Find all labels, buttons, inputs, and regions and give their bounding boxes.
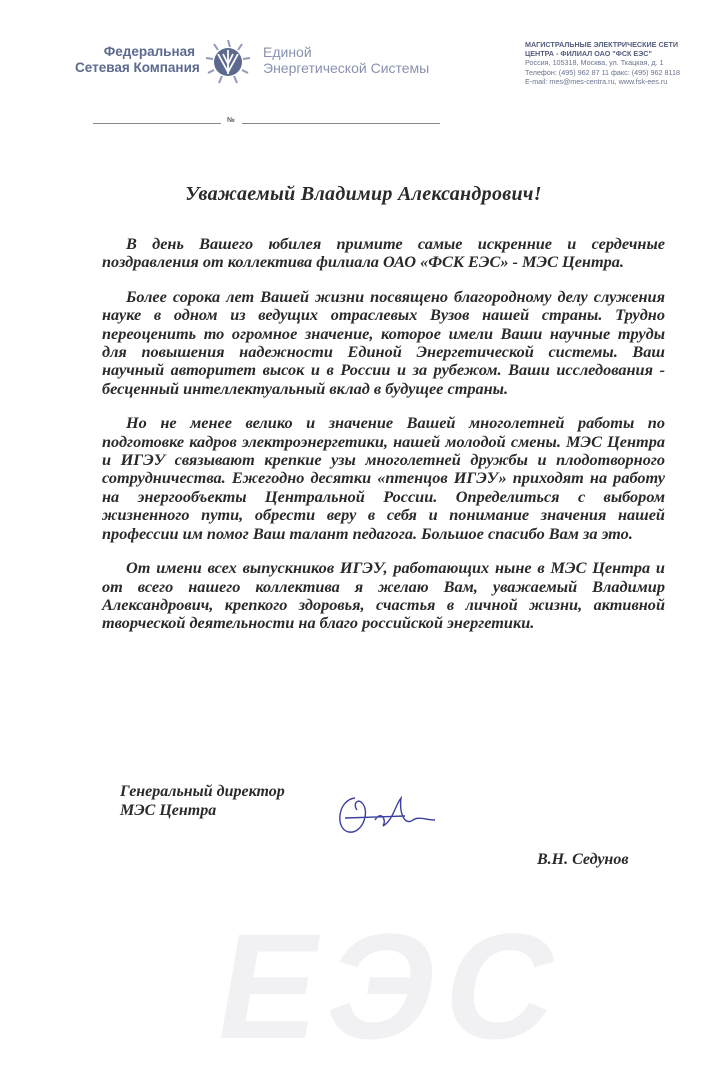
company-name-right (263, 44, 429, 76)
paragraph: Более сорока лет Вашей жизни посвящено благородному делу служения науке в одном из ведущих отраслевых Вузов нашей страны. Трудно переоценить то огромное значение, которое имели Ваши научные труды для повышения надежности Единой Энергетической системы. Ваш научный авторитет высок и в России и за рубежом. Ваши исследования - бесценный интеллектуальный вклад в будущее страны. (102, 286, 665, 398)
number-sign: № (227, 117, 235, 124)
contact-phone: Телефон: (495) 962 87 11 факс: (495) 962 8118 (525, 67, 680, 77)
company-emblem-icon (204, 38, 252, 86)
contact-block (525, 40, 680, 86)
paragraph: От имени всех выпускников ИГЭУ, работающих ныне в МЭС Центра и от всего нашего коллектива я желаю Вам, уважаемый Владимир Александрович, крепкого здоровья, счастья в личной жизни, активной творческой деятельности на благо российской энергетики. (102, 558, 665, 633)
signer-title-line1: Генеральный директор (120, 783, 285, 800)
contact-email: E-mail: mes@mes-centra.ru, www.fsk-ees.ru (525, 76, 668, 86)
contact-org-line1: МАГИСТРАЛЬНЫЕ ЭЛЕКТРИЧЕСКИЕ СЕТИ (525, 40, 678, 49)
number-line (242, 123, 440, 124)
company-name-line1: Федеральная (103, 44, 195, 59)
contact-org-line2: ЦЕНТРА - ФИЛИАЛ ОАО "ФСК ЕЭС" (525, 49, 652, 59)
signer-title (120, 782, 285, 820)
handwritten-signature (335, 790, 465, 840)
signer-title-line2: МЭС Центра (120, 802, 217, 819)
salutation: Уважаемый Владимир Александрович! (185, 183, 542, 205)
company-name-line2: Сетевая Компания (75, 60, 200, 75)
paragraph: Но не менее велико и значение Вашей многолетней работы по подготовке кадров электроэнергетики, нашей молодой смены. МЭС Центра и ИГЭУ связывают крепкие узы многолетней дружбы и плодотворного сотрудничества. Ежегодно десятки «птенцов ИГЭУ» приходят на работу на энергообъекты Центральной России. Определиться с выбором жизненного пути, обрести веру в себя и понимание значения нашей профессии им помог Ваш талант педагога. Большое спасибо Вам за это. (102, 413, 665, 543)
company-name-left (75, 44, 200, 76)
company-name-right-line2: Энергетической Системы (263, 60, 430, 76)
date-line (93, 123, 221, 124)
contact-address: Россия, 105318, Москва, ул. Ткацкая, д. 1 (525, 58, 664, 68)
watermark-logo: ЕЭС (205, 902, 580, 1070)
signer-name: В.Н. Седунов (537, 851, 629, 868)
company-name-right-line1: Единой (263, 44, 312, 60)
letter-body (102, 235, 665, 649)
paragraph: В день Вашего юбилея примите самые искренние и сердечные поздравления от коллектива филиала ОАО «ФСК ЕЭС» - МЭС Центра. (102, 234, 665, 272)
